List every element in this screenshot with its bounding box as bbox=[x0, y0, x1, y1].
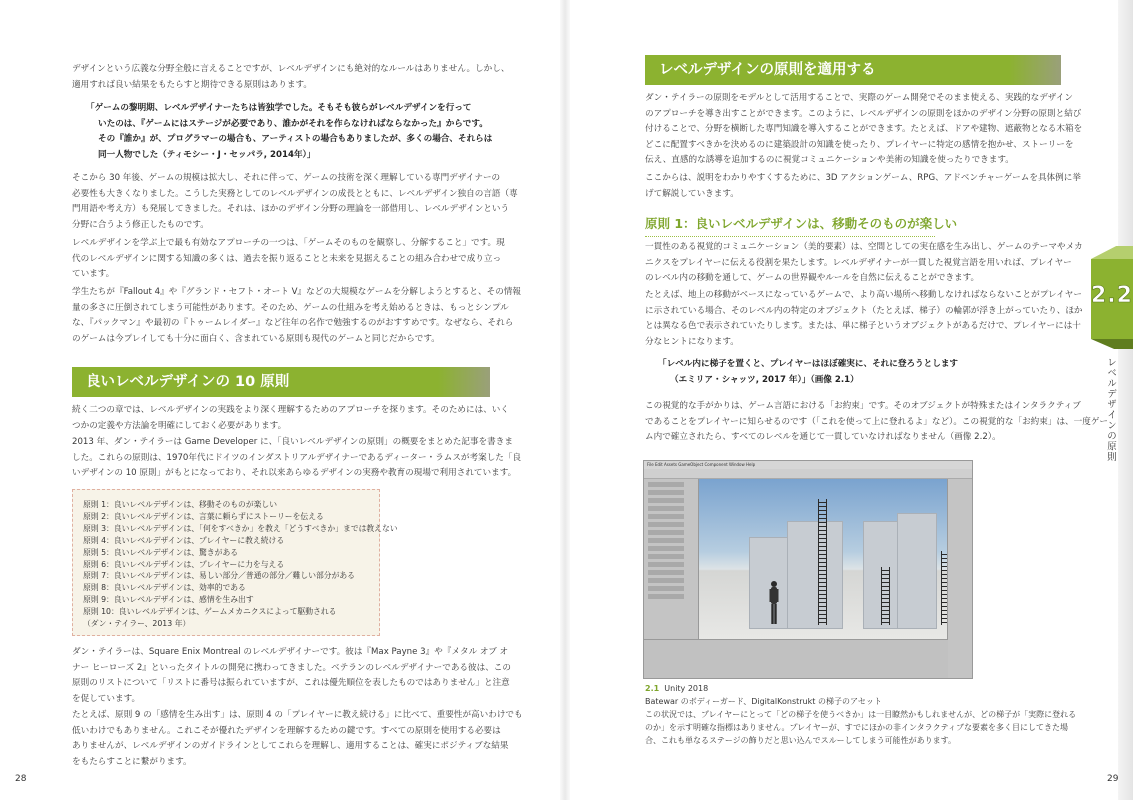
paragraph bbox=[72, 645, 511, 707]
principle-source: （ダン・テイラー、2013 年） bbox=[83, 619, 191, 629]
caption-line: Batewar のボディーガード、DigitalKonstrukt の梯子のアセット bbox=[645, 697, 882, 706]
chapter-number: 2.2 bbox=[1091, 283, 1133, 308]
text-line: つかの定義や方法論を明確にしておく必要があります。 bbox=[72, 420, 287, 431]
text-line: 低いわけでもありません。これこそが優れたデザインを理解するための鍵です。すべての原則を使用する必要は bbox=[72, 725, 501, 736]
caption-line: のか」を示す明確な指標はありません。プレイヤーが、すでにほかの非インタラクティブな要素を多く目にしてきた場 bbox=[645, 723, 1069, 732]
text-line: その『誰か』が、プログラマーの場合も、アーティストの場合もありましたが、多くの場合、それらは bbox=[98, 134, 493, 144]
text-line: 分なヒントになります。 bbox=[645, 336, 739, 347]
text-line: 適用すれば良い結果をもたらすと期待できる原則はあります。 bbox=[72, 79, 312, 90]
text-line: に示されている場合、そのレベル内の特定のオブジェクト（たとえば、梯子）の輪郭が浮き上がっていたり、ほか bbox=[645, 305, 1083, 316]
intro-paragraph bbox=[72, 62, 509, 93]
text-line: 伝え、直感的な誘導を追加するのに視覚コミュニケーションや美術の知識を使ったりできます。 bbox=[645, 155, 1014, 165]
text-line: どこに配置すべきかを決めるのに建築設計の知識を使ったり、プレイヤーに特定の感情を抱かせ、ストーリーを bbox=[645, 139, 1074, 150]
principle-item: 原則 6：良いレベルデザインは、プレイヤーに力を与える bbox=[83, 559, 285, 569]
text-line: 付けることで、分野を横断した専門知識を導入することができます。たとえば、ドアや建物、遮蔽物となる木箱を bbox=[645, 124, 1083, 134]
paragraph bbox=[72, 708, 523, 770]
caption-title: Unity 2018 bbox=[664, 684, 709, 693]
principle-item: 原則 8：良いレベルデザインは、効率的である bbox=[83, 583, 246, 593]
principle-item: 原則 2：良いレベルデザインは、言葉に頼らずにストーリーを伝える bbox=[83, 511, 324, 521]
text-line: 門用語や考え方）も発展してきました。それは、ほかのデザイン分野の理論を一部借用し、レベルデザインという bbox=[72, 204, 510, 214]
caption-line: 合、これも単なるステージの飾りだと思い込んでスルーしてしまう可能性があります。 bbox=[645, 736, 957, 745]
text-line: そこから 30 年後、ゲームの規模は拡大し、それに伴って、ゲームの技術を深く理解している専門デザイナーの bbox=[72, 173, 501, 183]
paragraph bbox=[645, 240, 1083, 287]
text-line: であることをプレイヤーに知らせるのです（「これを使って上に登れるよ」など）。この視覚的な「お約束」は、一度ゲー bbox=[645, 416, 1109, 427]
text-line: 2013 年、ダン・テイラーは Game Developer に、「良いレベルデザインの原則」の概要をまとめた記事を書きま bbox=[72, 437, 513, 447]
text-line: ダン・テイラーは、Square Enix Montreal のレベルデザイナーです。彼は『Max Payne 3』や『メタル オブ オ bbox=[72, 647, 509, 657]
paragraph bbox=[645, 399, 1108, 446]
text-line: この視覚的な手がかりは、ゲーム言語における「お約束」です。そのオブジェクトが特殊またはインタラクティブ bbox=[645, 401, 1081, 411]
text-line: をもたらすことに繋がります。 bbox=[72, 756, 192, 767]
text-line: のアプローチを導き出すことができます。このように、レベルデザインの原則をほかのデザイン分野の原則と結び bbox=[645, 108, 1082, 119]
ladder bbox=[818, 499, 827, 625]
text-line: 学生たちが『Fallout 4』や『グランド・セフト・オート V』などの大規模なゲームを分解しようとすると、その情報 bbox=[72, 287, 521, 297]
text-line: ダン・テイラーの原則をモデルとして活用することで、実際のゲーム開発でそのまま使える、実践的なデザイン bbox=[645, 93, 1073, 103]
inspector-panel bbox=[947, 479, 972, 678]
page-number: 29 bbox=[1107, 774, 1119, 784]
text-line: ありませんが、レベルデザインのガイドラインとしてこれらを理解し、適用することは、確実にポジティブな結果 bbox=[72, 741, 509, 751]
text-line: とは異なる色で表示されていたりします。または、単に梯子というオブジェクトがあるだけで、プレイヤーには十 bbox=[645, 321, 1081, 331]
paragraph bbox=[72, 435, 521, 482]
text-line: ています。 bbox=[72, 269, 115, 279]
text-line: した。これらの原則は、1970年代にドイツのインダストリアルデザイナーであるディーター・ラムスが考案した「良 bbox=[72, 452, 522, 463]
bodyguard-character bbox=[769, 580, 779, 626]
text-line: 「ゲームの黎明期、レベルデザイナーたちは皆独学でした。そもそも彼らがレベルデザインを行って bbox=[86, 103, 472, 113]
heading-shade bbox=[1009, 55, 1061, 85]
paragraph bbox=[72, 285, 521, 347]
text-line: のレベル内の移動を通して、ゲームの世界観やルールを自然に伝えることができます。 bbox=[645, 273, 980, 283]
ladder bbox=[881, 567, 890, 625]
text-line: ナー ヒーローズ 2』といったタイトルの開発に携わってきました。ベテランのレベルデザイナーである彼は、この bbox=[72, 662, 511, 673]
heading-shade bbox=[438, 367, 490, 397]
principle-item: 原則 5：良いレベルデザインは、驚きがある bbox=[83, 547, 239, 557]
section-heading bbox=[72, 367, 490, 397]
text-line: 分野に合うよう修正したものです。 bbox=[72, 219, 209, 230]
editor-menubar: File Edit Assets GameObject Component Window Help bbox=[644, 461, 972, 470]
project-panel bbox=[644, 639, 948, 678]
dotted-rule bbox=[645, 236, 935, 237]
caption-number: 2.1 bbox=[645, 684, 660, 693]
page-number: 28 bbox=[15, 774, 27, 784]
text-line: 続く二つの章では、レベルデザインの実践をより深く理解するためのアプローチを探ります。そのためには、いく bbox=[72, 405, 509, 415]
section-heading-text: 良いレベルデザインの 10 原則 bbox=[86, 374, 290, 390]
paragraph bbox=[72, 236, 505, 283]
subsection-heading-text: 原則 1：良いレベルデザインは、移動そのものが楽しい bbox=[645, 216, 958, 231]
unity-editor-screenshot bbox=[643, 460, 973, 679]
subsection-heading bbox=[645, 214, 957, 234]
caption-title-line bbox=[645, 682, 1076, 695]
text-line: 一貫性のある視覚的コミュニケーション（美的要素）は、空間としての実在感を生み出し、ゲームのテーマやメカ bbox=[645, 242, 1083, 252]
text-line: 原則のリストについて「リストに番号は振られていますが、これは優先順位を表したものではありません」と注意 bbox=[72, 678, 510, 688]
principle-item: 原則 7：良いレベルデザインは、易しい部分／普通の部分／難しい部分がある bbox=[83, 571, 355, 581]
text-line: （エミリア・シャッツ, 2017 年）」（画像 2.1） bbox=[670, 374, 859, 385]
paragraph bbox=[72, 403, 509, 434]
page-edge bbox=[1118, 0, 1133, 800]
paragraph bbox=[645, 288, 1083, 350]
principle-item: 原則 1：良いレベルデザインは、移動そのものが楽しい bbox=[83, 500, 278, 509]
text-line: のゲームは今プレイしても十分に面白く、含まれている原則も現代のゲームと同じだからです。 bbox=[72, 333, 440, 344]
text-line: 同一人物でした（ティモシー・J・セッパラ, 2014年）」 bbox=[98, 149, 316, 160]
text-line: いデザインの 10 原則」がもとになっており、それ以来あらゆるデザインの実務や教育の現場で利用されています。 bbox=[72, 468, 517, 478]
hierarchy-panel bbox=[644, 479, 699, 640]
text-line: たとえば、地上の移動がベースになっているゲームで、より高い場所へ移動しなければならないことがプレイヤー bbox=[645, 290, 1082, 300]
paragraph bbox=[72, 171, 518, 233]
text-line: たとえば、原則 9 の「感情を生み出す」は、原則 4 の「プレイヤーに教え続ける」に比べて、重要性が高いわけでも bbox=[72, 710, 523, 720]
text-line: 必要性も大きくなりました。こうした実務としてのレベルデザインの成長とともに、レベルデザイン独自の言語（専 bbox=[72, 188, 518, 199]
text-line: レベルデザインを学ぶ上で最も有効なアプローチの一つは、「ゲームそのものを観察し、分解すること」です。現 bbox=[72, 238, 505, 248]
text-line: デザインという広義な分野全般に言えることですが、レベルデザインにも絶対的なルールはありません。しかし、 bbox=[72, 64, 510, 74]
left-page bbox=[0, 0, 562, 800]
text-line: ム内で確立されたら、すべてのレベルを通じて一貫していなければなりません（画像 2.2）。 bbox=[645, 432, 1001, 442]
principles-box bbox=[72, 489, 398, 636]
grey-block bbox=[787, 521, 843, 629]
chapter-label: レベルデザインの原則 bbox=[1105, 357, 1116, 462]
text-line: 量の多さに圧倒されてしまう可能性があります。そのため、ゲームの仕組みを考え始めるときは、もっとシンプル bbox=[72, 302, 509, 313]
grey-block bbox=[897, 513, 937, 629]
section-heading-text: レベルデザインの原則を適用する bbox=[659, 62, 876, 78]
quote-block bbox=[658, 357, 958, 388]
paragraph bbox=[645, 91, 1082, 169]
text-line: いたのは、『ゲームにはステージが必要であり、誰かがそれを作らなければならなかった』からです。 bbox=[98, 118, 488, 129]
paragraph bbox=[645, 171, 1081, 202]
text-line: を促しています。 bbox=[72, 693, 141, 704]
principle-item: 原則 3：良いレベルデザインは、「何をすべきか」を教え「どうすべきか」までは教えない bbox=[83, 523, 398, 533]
scene-view bbox=[699, 479, 947, 640]
text-line: 「レベル内に梯子を置くと、プレイヤーはほぼ確実に、それに登ろうとします bbox=[658, 359, 959, 369]
editor-toolbar bbox=[644, 469, 972, 479]
text-line: ここからは、説明をわかりやすくするために、3D アクションゲーム、RPG、アドベンチャーゲームを具体例に挙 bbox=[645, 173, 1081, 183]
text-line: 代のレベルデザインに関する知識の多くは、過去を振り返ることと未来を見据えることの組み合わせで成り立っ bbox=[72, 253, 502, 264]
principle-item: 原則 10：良いレベルデザインは、ゲームメカニクスによって駆動される bbox=[83, 607, 337, 617]
text-line: な、『パックマン』や最初の『トゥームレイダー』など往年の名作で勉強するのがおすすめです。なぜなら、それら bbox=[72, 318, 514, 328]
text-line: げて解説していきます。 bbox=[645, 188, 739, 199]
caption-line: この状況では、プレイヤーにとって「どの梯子を使うべきか」は一目瞭然かもしれませんが、どの梯子が「実際に登れる bbox=[645, 710, 1077, 719]
quote-block bbox=[86, 101, 492, 163]
figure-caption bbox=[645, 682, 1076, 747]
principle-item: 原則 9：良いレベルデザインは、感情を生み出す bbox=[83, 595, 254, 605]
principle-item: 原則 4：良いレベルデザインは、プレイヤーに教え続ける bbox=[83, 535, 285, 545]
text-line: ニクスをプレイヤーに伝える役割を果たします。レベルデザイナーが一貫した視覚言語を用いれば、プレイヤー bbox=[645, 257, 1072, 268]
section-heading bbox=[645, 55, 1061, 85]
